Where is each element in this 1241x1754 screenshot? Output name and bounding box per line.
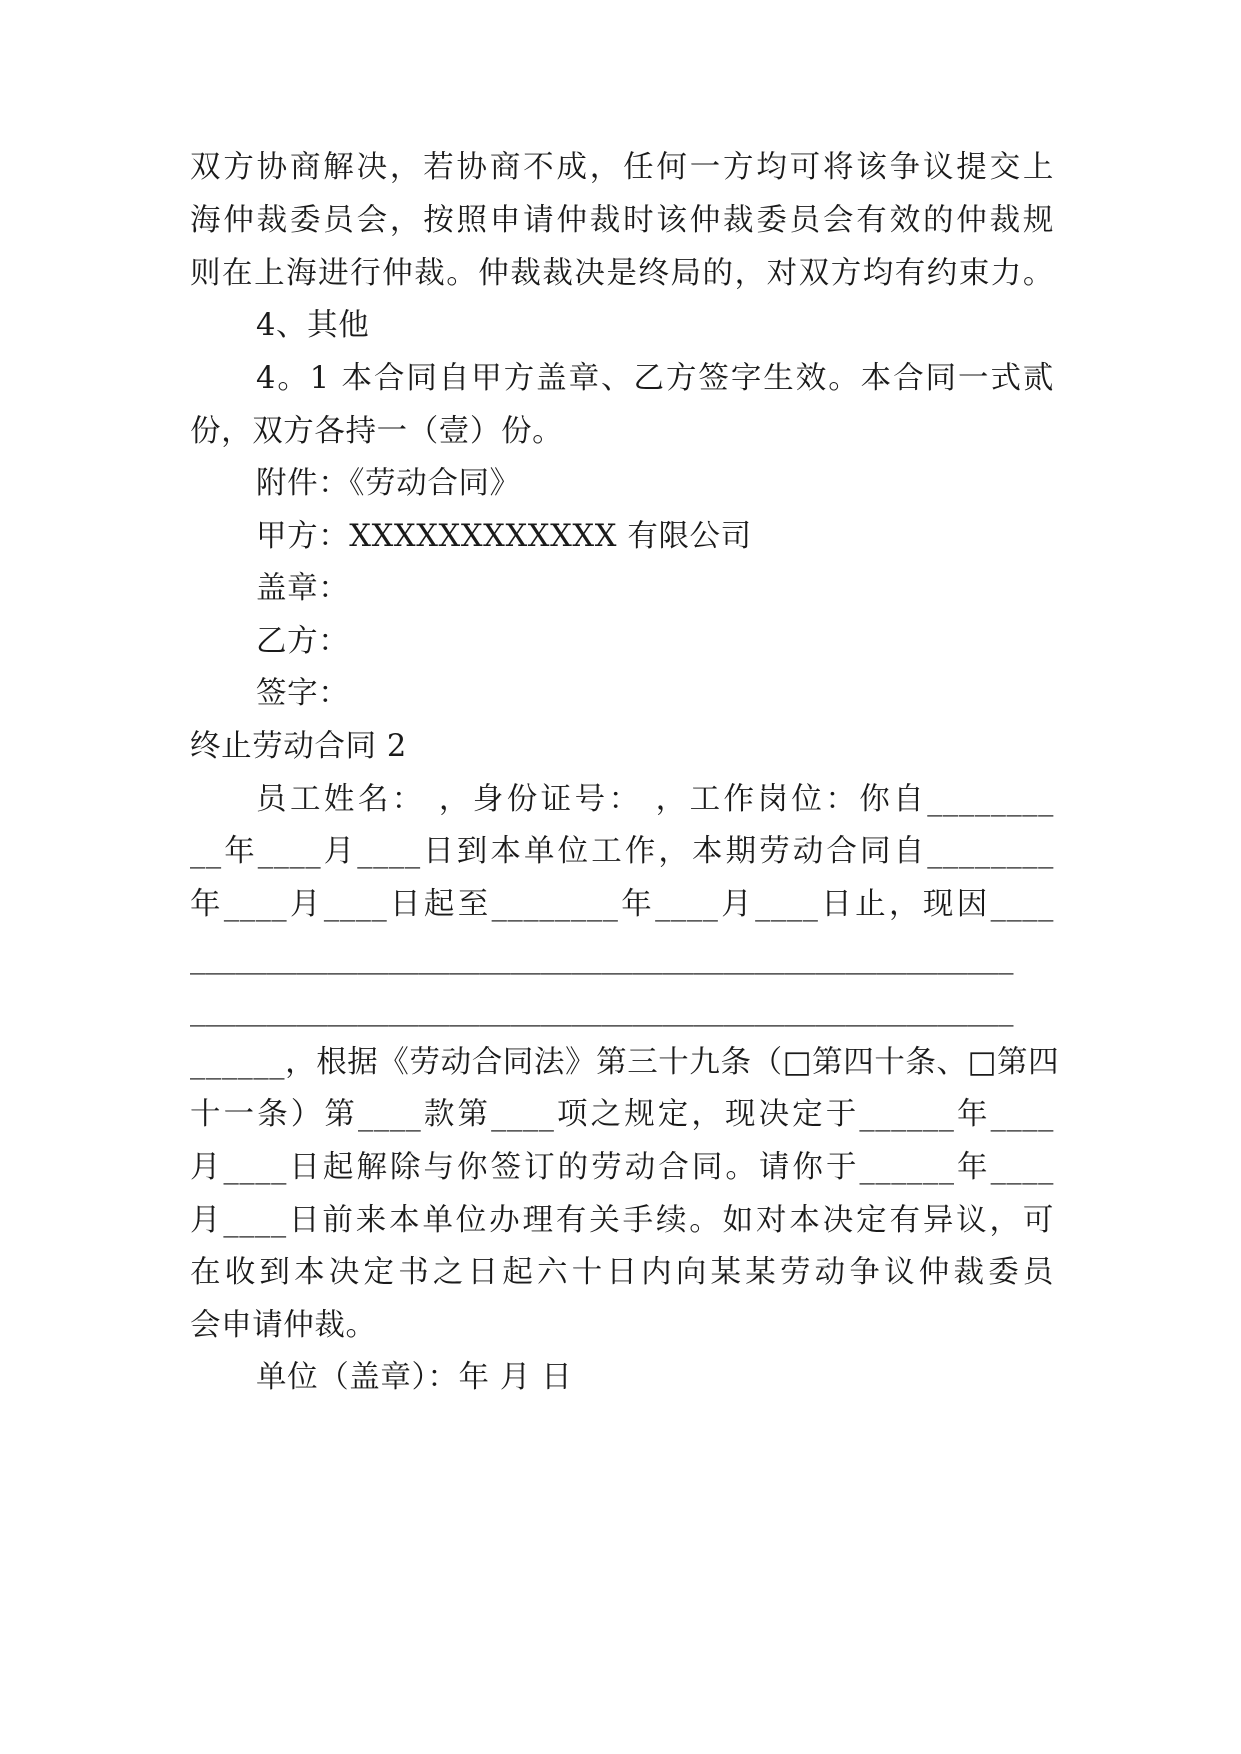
- text-line: 4。1 本合同自甲方盖章、乙方签字生效。本合同一式贰: [256, 361, 1054, 396]
- text-line: 份，双方各持一（壹）份。: [190, 414, 564, 449]
- party-b-line: 乙方：: [256, 624, 350, 659]
- text-line: ______，根据《劳动合同法》第三十九条（□第四十条、□第四: [190, 1045, 1060, 1080]
- section-heading: 4、其他: [256, 308, 370, 343]
- party-a-line: 甲方：XXXXXXXXXXXX 有限公司: [256, 519, 752, 554]
- text-line: 月____日前来本单位办理有关手续。如对本决定有异议，可: [190, 1203, 1054, 1238]
- signature-line: 签字：: [256, 676, 350, 711]
- blank-line: ______________________________________________________: [190, 992, 1014, 1027]
- text-line: 双方协商解决，若协商不成，任何一方均可将该争议提交上: [190, 150, 1054, 185]
- text-line: 十一条）第____款第____项之规定，现决定于______年____: [190, 1097, 1054, 1132]
- section-title: 终止劳动合同 2: [190, 729, 407, 764]
- text-line: __年____月____日到本单位工作，本期劳动合同自________: [190, 834, 1054, 869]
- text-line: 在收到本决定书之日起六十日内向某某劳动争议仲裁委员: [190, 1255, 1054, 1290]
- text-line: 年____月____日起至________年____月____日止，现因____: [190, 887, 1054, 922]
- seal-line: 盖章：: [256, 571, 350, 606]
- text-line: 员工姓名： ，身份证号： ，工作岗位：你自________: [256, 782, 1054, 817]
- text-line: 海仲裁委员会，按照申请仲裁时该仲裁委员会有效的仲裁规: [190, 203, 1054, 238]
- attachment-line: 附件：《劳动合同》: [256, 466, 521, 501]
- text-line: 月____日起解除与你签订的劳动合同。请你于______年____: [190, 1150, 1054, 1185]
- text-line: 则在上海进行仲裁。仲裁裁决是终局的，对双方均有约束力。: [190, 256, 1054, 291]
- text-line: 会申请仲裁。: [190, 1308, 377, 1343]
- blank-line: ______________________________________________________: [190, 940, 1014, 975]
- unit-seal-date-line: 单位（盖章）：年 月 日: [256, 1360, 573, 1395]
